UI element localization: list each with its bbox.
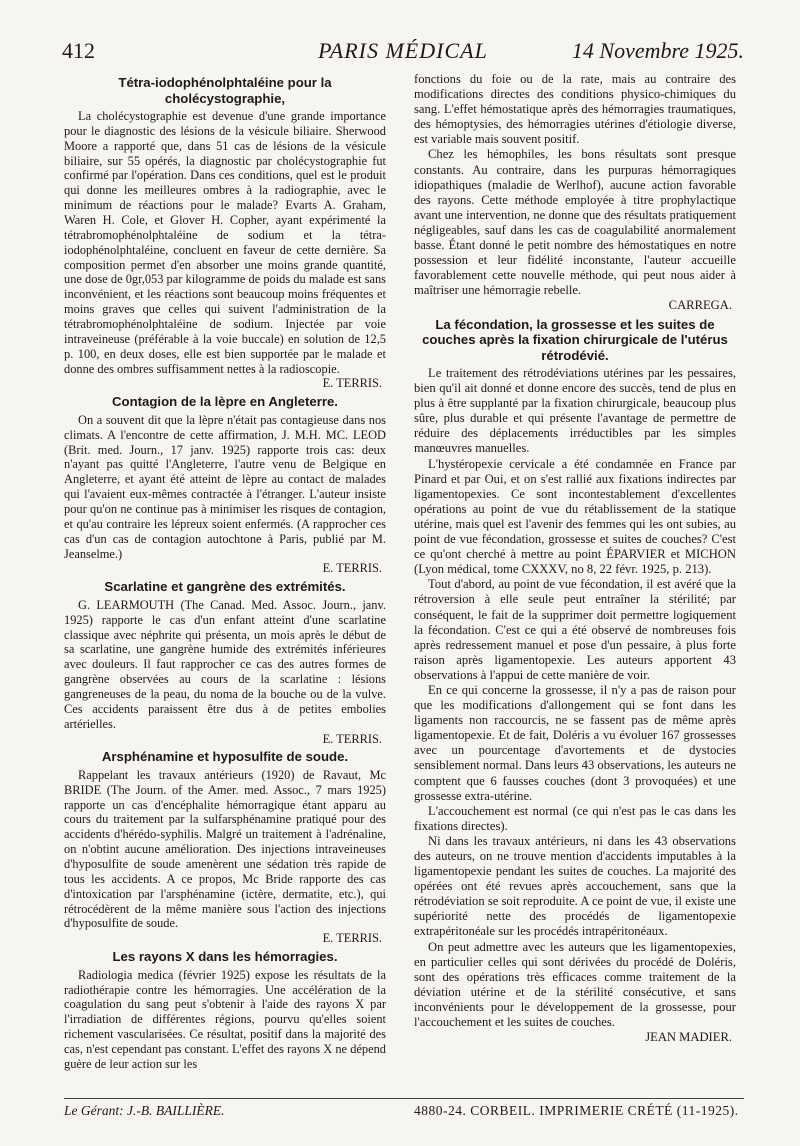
- article-paragraph: En ce qui concerne la grossesse, il n'y a pas de raison pour que les modifications d'allongement qui se font dans les ligaments non raccourcis, ne se fassent pas de même après ligamentopexie. Et de fait, Doléris a vu évoluer 167 grossesses avec un pourcentage d'avortements et de dystocies sensiblement normal. Dans leurs 43 observations, les auteurs ne comptent que 6 fausses couches (dont 3 provoquées) et une grossesse extra-utérine.: [414, 682, 736, 803]
- article-title: Tétra-iodophénolphtaléine pour la cholécystographie,: [118, 75, 332, 106]
- author-signature: JEAN MADIER.: [645, 1030, 732, 1045]
- journal-title: PARIS MÉDICAL: [318, 38, 488, 63]
- article-paragraph: On peut admettre avec les auteurs que les ligamentopexies, en particulier celles qui sont dérivées du procédé de Doléris, sont des opérations très efficaces comme traitement de la déviation utérine et de la stérilité consécutive, et sans inconvénients pour le développement de la grossesse, pour l'accouchement et les suites de couches.: [414, 939, 736, 1030]
- article: [64, 749, 386, 946]
- right-column: [414, 72, 736, 1048]
- article: [64, 949, 386, 1072]
- author-signature: E. TERRIS.: [322, 561, 382, 576]
- page-header: [62, 38, 744, 66]
- article-title: Les rayons X dans les hémorragies.: [112, 949, 338, 965]
- page-number: 412: [62, 38, 95, 63]
- article: [414, 317, 736, 1046]
- article-paragraph: Chez les hémophiles, les bons résultats sont presque constants. Au contraire, dans les purpuras hémorragiques idiopathiques (maladie de Werlhof), aucune action favorable des rayons. Cette méthode employée à titre prophylactique avant une intervention, ne donne que des résultats pratiquement négligeables, sauf dans les cas de coagulabilité anormalement basse. Étant donné le petit nombre des hémostatiques en notre possession et leur fidélité inconstante, l'auteur accueille favorablement cette nouvelle méthode, qui peut nous aider à maîtriser une hémorragie rebelle.: [414, 147, 736, 298]
- article-paragraph: G. LEARMOUTH (The Canad. Med. Assoc. Journ., janv. 1925) rapporte le cas d'un enfant atteint d'une scarlatine classique avec néphrite qui présenta, un mois après le début de sa scarlatine, une gangrène humide des extrémités inférieures avec douleurs. Il faut rapprocher ce cas des autres formes de gangrène observées au cours de la scarlatine : lésions gangreneuses de la peau, du noma de la bouche ou de la vulve. Ces accidents paraissent être dus à de petites embolies artérielles.: [64, 597, 386, 731]
- issue-date: 14 Novembre 1925.: [571, 38, 744, 63]
- article-paragraph: Ni dans les travaux antérieurs, ni dans les 43 observations des auteurs, on ne trouve mention d'accidents imputables à la ligamentopexie pendant les suites de couches. La majorité des opérées ont été revues après accouchement, sans que la rétrodéviation se soit reproduite. A ce point de vue, il existe une supériorité nette des procédés de ligamentopexie extrapéritonéale sur les procédés intrapéritonéaux.: [414, 833, 736, 939]
- article-title: Contagion de la lèpre en Angleterre.: [112, 394, 338, 410]
- author-signature: E. TERRIS.: [322, 731, 382, 746]
- article-paragraph: fonctions du foie ou de la rate, mais au contraire des modifications directes des conditions physico-chimiques du sang. L'effet hémostatique après des hémorragies traumatiques, des hémoptysies, des hémorragies utérines d'étiologie diverse, est variable mais souvent positif.: [414, 72, 736, 147]
- article: [414, 72, 736, 314]
- footer-gerant: Le Gérant: J.-B. BAILLIÈRE.: [64, 1103, 225, 1118]
- article-paragraph: L'accouchement est normal (ce qui n'est pas le cas dans les fixations directes).: [414, 803, 736, 833]
- author-signature: CARREGA.: [668, 298, 732, 313]
- article-paragraph: Radiologia medica (février 1925) expose les résultats de la radiothérapie contre les hémorragies. Une accélération de la coagulation du sang peut s'obtenir à l'aide des rayons X par l'irradiation de différentes régions, pourvu qu'elles soient richement vascularisées. Ce résultat, positif dans la majorité des cas, n'est cependant pas constant. L'effet des rayons X ne dépend guère de leur action sur les: [64, 967, 386, 1071]
- article-title: La fécondation, la grossesse et les suites de couches après la fixation chirurgicale de l'utérus rétrodévié.: [422, 316, 728, 363]
- author-signature: E. TERRIS.: [322, 376, 382, 391]
- article-paragraph: Tout d'abord, au point de vue fécondation, il est avéré que la rétroversion à elle seule peut entraîner la stérilité; par conséquent, le fait de la supprimer doit permettre logiquement la fécondation. C'est ce qui a été observé de nombreuses fois après redressement manuel et pose d'un pessaire, à plus forte raison après ligamentopexie. Les auteurs apportent 43 observations à l'appui de cette manière de voir.: [414, 577, 736, 682]
- article-paragraph: Rappelant les travaux antérieurs (1920) de Ravaut, Mc BRIDE (The Journ. of the Amer. med. Assoc., 7 mars 1925) rapporte un cas d'encéphalite hémorragique étant apparu au cours du traitement par la sulfarsphénamine pratiqué pour des accidents d'hérédo-syphilis. Malgré un traitement à l'adrénaline, on n'obtint aucune amélioration. Des injections intraveineuses d'hyposulfite de soude amenèrent une sédation très rapide de tous les accidents. A ce propos, Mc Bride rapporte des cas d'intoxication par l'arsphénamine (ictère, dermatite, etc.), qui rétrocédèrent de la même manière sous l'action des injections d'hyposulfite de soude.: [64, 767, 386, 931]
- left-column: [64, 72, 386, 1072]
- article-paragraph: La cholécystographie est devenue d'une grande importance pour le diagnostic des lésions de la vésicule biliaire. Sherwood Moore a rapporté que, dans 51 cas de lésions de la vésicule biliaire, sur 55 opérés, la diagnostic par cholécystographie fut confirmé par l'opération. Dans ces conditions, quel est le produit qui donne les meilleures ombres à la radiographie, avec le minimum de réactions pour le malade? Evarts A. Graham, Waren H. Cole, et Glover H. Copher, ayant expérimenté la tétrabromophénolphtaléine de sodium et la tétra-iodophénolphtaléine, concluent en faveur de cette dernière. Sa composition permet d'en absorber une moins grande quantité, une dose de 0gr,053 par kilogramme de poids du malade est sans inconvénient, et les réactions sont beaucoup moins fréquentes et moins graves que celles qui suivent l'administration de la tétrabromophénolphtaléine de sodium. Injectée par voie intraveineuse (préférable à la voie buccale) en solution de 12,5 p. 100, en deux doses, elle est bien supportée par le malade et donne des ombres suffisamment nettes à la radioscopie.: [64, 109, 386, 376]
- article-paragraph: Le traitement des rétrodéviations utérines par les pessaires, bien qu'il ait donné et donne encore des succès, tend de plus en plus à être supplanté par la fixation chirurgicale, beaucoup plus sûre, plus durable et qui présente l'avantage de permettre de réduire des déplacements irréductibles par les simples manœuvres manuelles.: [414, 366, 736, 456]
- author-signature: E. TERRIS.: [322, 931, 382, 946]
- article: [64, 75, 386, 391]
- article-title: Arsphénamine et hyposulfite de soude.: [101, 749, 349, 765]
- article: [64, 579, 386, 746]
- article-title: Scarlatine et gangrène des extrémités.: [104, 579, 346, 595]
- article-paragraph: On a souvent dit que la lèpre n'était pas contagieuse dans nos climats. A l'encontre de cette affirmation, J. M.H. MC. LEOD (Brit. med. Journ., 17 janv. 1925) rapporte trois cas: deux n'ayant pas quitté l'Angleterre, l'autre venu de Belgique en Angleterre, et ayant été atteint de lèpre au contact de malades qui l'avaient eux-mêmes contractée à l'étranger. L'auteur insiste pour qu'on ne continue pas à minimiser les risques de contagion, et qu'au contraire les lépreux soient enfermés. (A rapprocher ces cas d'un cas de contagion autochtone à Paris, publié par M. Jeanselme.): [64, 412, 386, 561]
- article-paragraph: L'hystéropexie cervicale a été condamnée en France par Pinard et par Oui, et on s'est rallié aux fixations indirectes par ligamentopexies. Ce sont incontestablement d'excellentes opérations au point de vue du rétablissement de la statique utérine, mais quel est l'avenir des femmes qui les ont subies, au point de vue fécondation, grossesse et suites de couches? C'est ce qu'ont cherché à mettre au point ÉPARVIER et MICHON (Lyon médical, tome CXXXV, no 8, 22 févr. 1925, p. 213).: [414, 456, 736, 577]
- page-footer: [64, 1098, 744, 1121]
- footer-imprint: 4880-24. CORBEIL. IMPRIMERIE CRÉTÉ (11-1925).: [414, 1103, 739, 1118]
- article: [64, 394, 386, 576]
